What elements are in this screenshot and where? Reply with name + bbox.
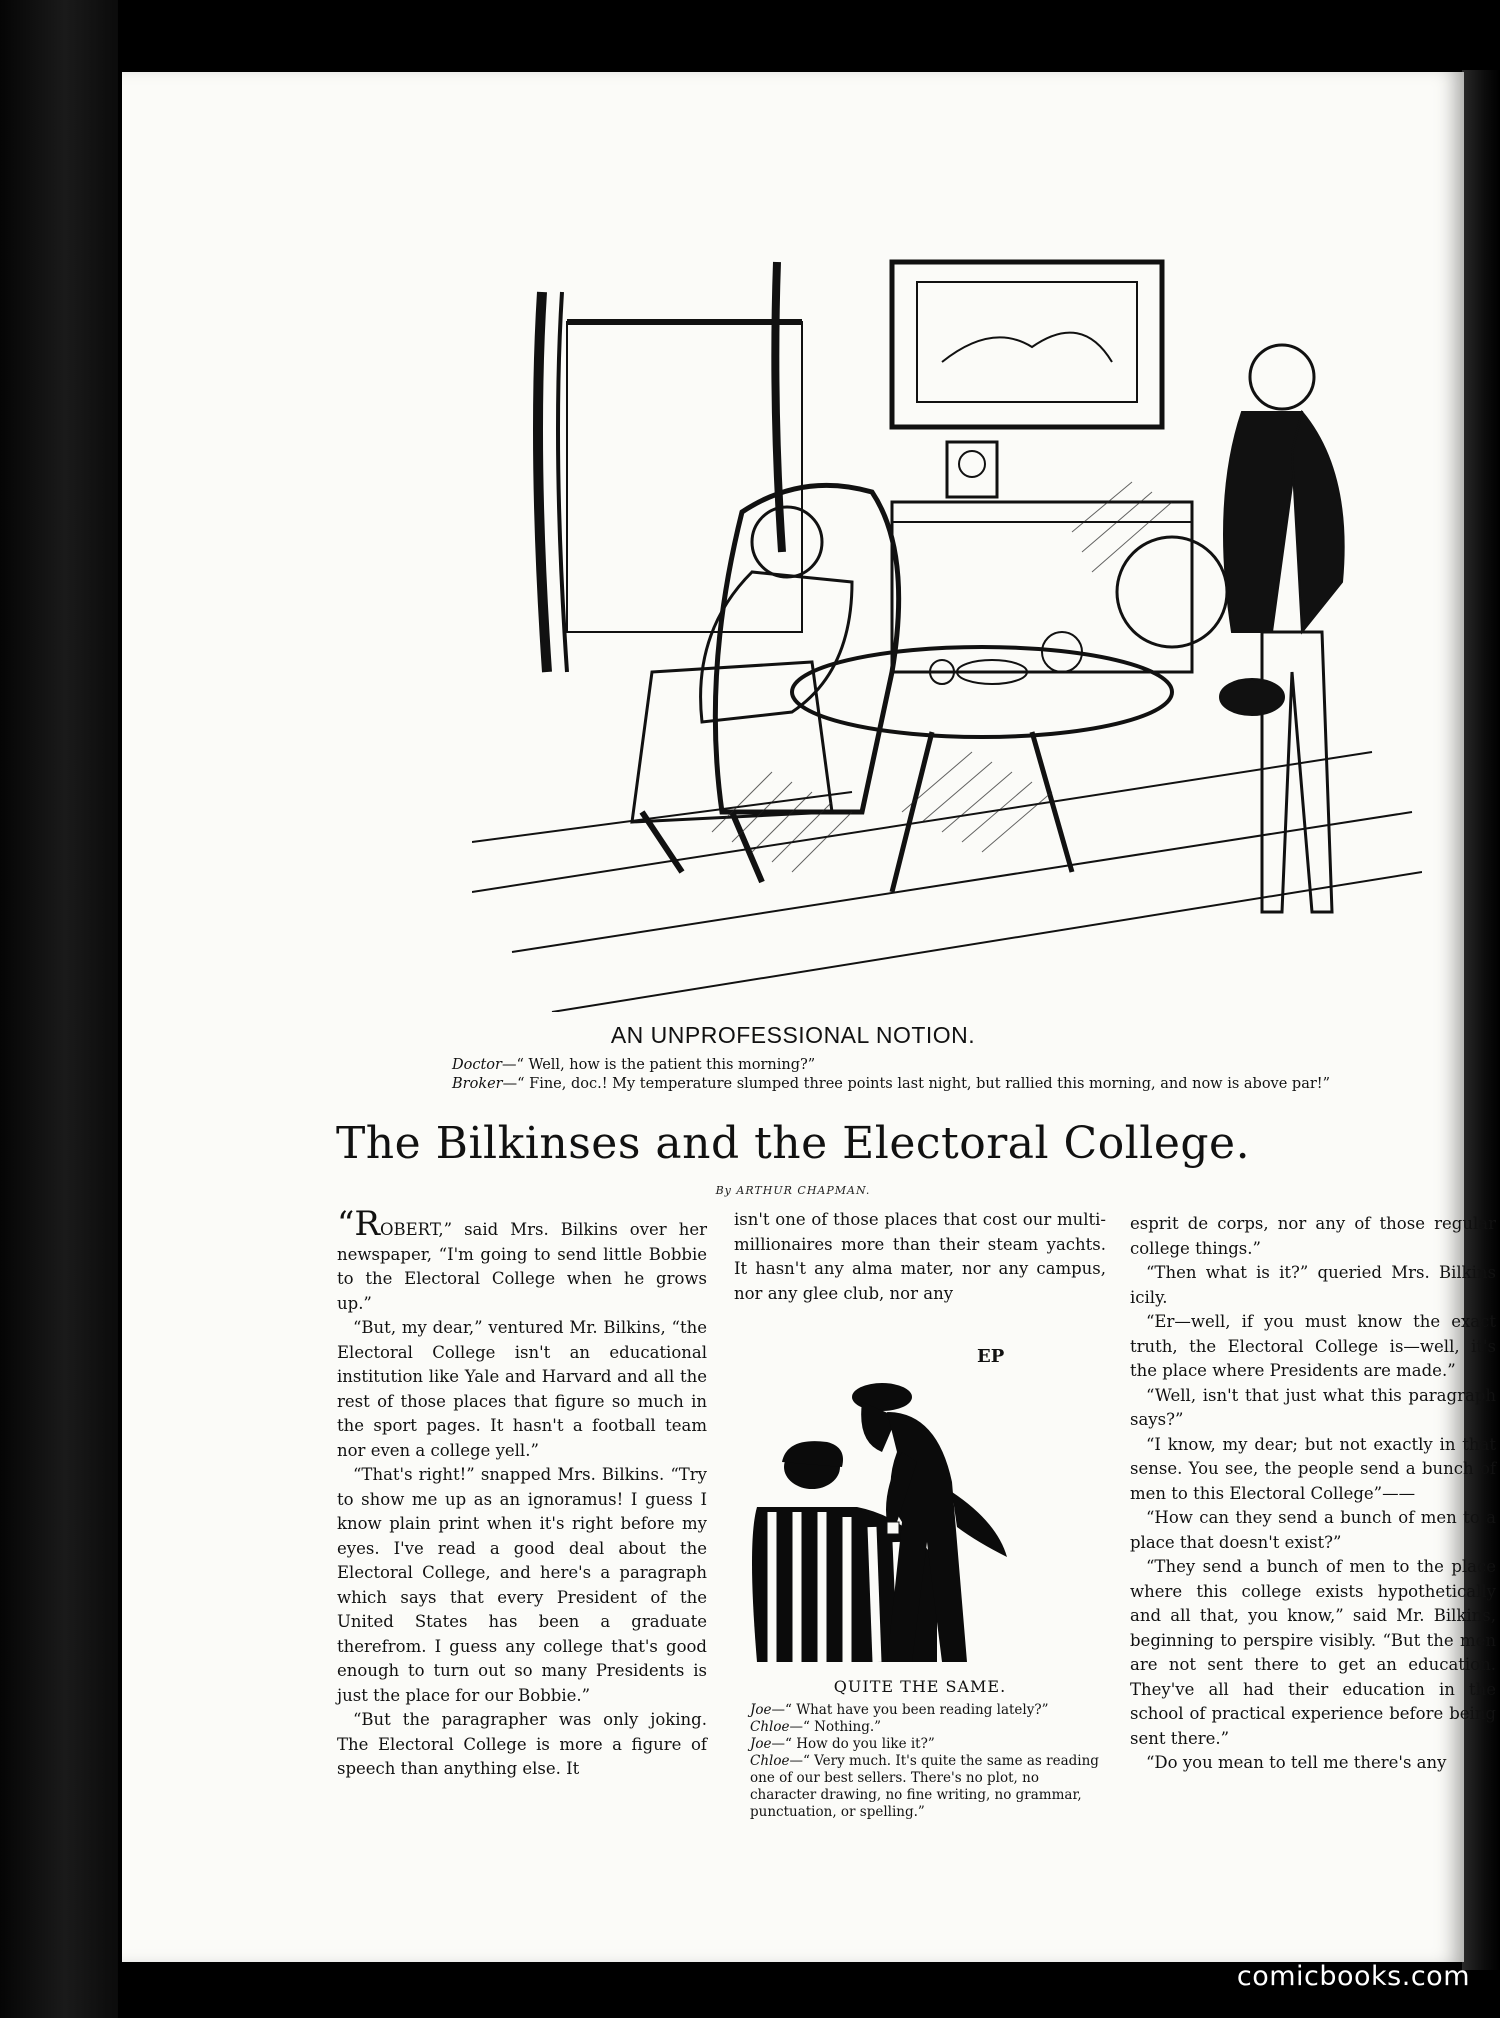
chloe-line-text: —“ Nothing.” — [789, 1719, 882, 1735]
article-column-1 — [337, 1204, 707, 1782]
dialogue-line-chloe — [750, 1719, 1102, 1736]
magazine-page — [122, 72, 1496, 1962]
paragraph: “Er—well, if you must know the exact truth, the Electoral College is—well, it's the place where Presidents are made.” — [1130, 1312, 1496, 1380]
paragraph: esprit de corps, nor any of those regular college things.” — [1130, 1214, 1496, 1258]
article-column-2 — [734, 1208, 1106, 1306]
inset-cartoon-dialogue — [750, 1702, 1102, 1821]
opening-paragraph — [337, 1204, 707, 1316]
cartoon-illustration-sickroom — [472, 252, 1422, 1012]
speaker-chloe: Chloe — [750, 1753, 790, 1769]
inset-cartoon-title: QUITE THE SAME. — [833, 1677, 1007, 1696]
doctor-line-text: —“ Well, how is the patient this morning?” — [501, 1057, 816, 1073]
opening-text: OBERT,” said Mrs. Bilkins over her newspaper, “I'm going to send little Bobbie to the Electoral College when he grows up.” — [337, 1220, 707, 1313]
paragraph: “How can they send a bunch of men to a place that doesn't exist?” — [1130, 1508, 1496, 1552]
paragraph: “I know, my dear; but not exactly in that sense. You see, the people send a bunch of men to this Electoral College”—— — [1130, 1434, 1496, 1503]
dialogue-line-chloe — [750, 1753, 1102, 1821]
article-byline: By ARTHUR CHAPMAN. — [715, 1184, 871, 1197]
article-headline: The Bilkinses and the Electoral College. — [335, 1118, 1251, 1169]
paragraph: “Do you mean to tell me there's any — [1146, 1753, 1447, 1772]
artist-monogram: EP — [977, 1346, 1005, 1367]
speaker-chloe: Chloe — [750, 1719, 790, 1735]
dialogue-line-doctor — [452, 1056, 1330, 1075]
speaker-doctor: Doctor — [452, 1057, 502, 1073]
broker-line-text: —“ Fine, doc.! My temperature slumped three points last night, but rallied this morning, and now is above par!” — [502, 1076, 1331, 1092]
cartoon-title: AN UNPROFESSIONAL NOTION. — [610, 1022, 976, 1048]
paragraph: “Then what is it?” queried Mrs. Bilkins icily. — [1130, 1263, 1496, 1307]
dialogue-line-joe — [750, 1736, 1102, 1753]
paragraph: “But the paragrapher was only joking. The Electoral College is more a figure of speech than anything else. It — [337, 1710, 707, 1778]
drop-cap: “R — [337, 1204, 380, 1244]
paragraph: isn't one of those places that cost our multi-millionaires more than their steam yachts. It hasn't any alma mater, nor any campus, nor any glee club, nor any — [734, 1210, 1106, 1303]
joe-line-text: —“ How do you like it?” — [771, 1736, 935, 1752]
dialogue-line-joe — [750, 1702, 1102, 1719]
speaker-joe: Joe — [750, 1702, 772, 1718]
article-column-3 — [1130, 1212, 1496, 1776]
book-binding-shadow — [0, 0, 118, 2018]
silhouette-cartoon — [737, 1342, 1109, 1672]
site-watermark: comicbooks.com — [1236, 1961, 1470, 1992]
paragraph: “They send a bunch of men to the place where this college exists hypothetically and all that, you know,” said Mr. Bilkins, beginning to perspire visibly. “But the men are not sent there to get an education. They've all had their education in the school of practical experience before being sent there.” — [1130, 1557, 1496, 1748]
paragraph: “Well, isn't that just what this paragraph says?” — [1130, 1385, 1496, 1429]
dialogue-line-broker — [452, 1075, 1330, 1094]
joe-line-text: —“ What have you been reading lately?” — [771, 1702, 1049, 1718]
paragraph: “That's right!” snapped Mrs. Bilkins. “Try to show me up as an ignoramus! I guess I know plain print when it's right before my eyes. I've read a good deal about the Electoral College, and here's a paragraph which says that every President of the United States has been a graduate therefrom. I guess any college that's good enough to turn out so many Presidents is just the place for our Bobbie.” — [337, 1465, 707, 1705]
paragraph: “But, my dear,” ventured Mr. Bilkins, “the Electoral College isn't an educational institution like Yale and Harvard and all the rest of those places that figure so much in the sport pages. It hasn't a football team nor even a college yell.” — [337, 1318, 707, 1460]
chloe-line-text: —“ Very much. It's quite the same as reading one of our best sellers. There's no plot, no character drawing, no fine writing, no grammar, punctuation, or spelling.” — [750, 1753, 1099, 1820]
cartoon-dialogue — [452, 1056, 1330, 1094]
speaker-joe: Joe — [750, 1736, 772, 1752]
speaker-broker: Broker — [452, 1076, 503, 1092]
